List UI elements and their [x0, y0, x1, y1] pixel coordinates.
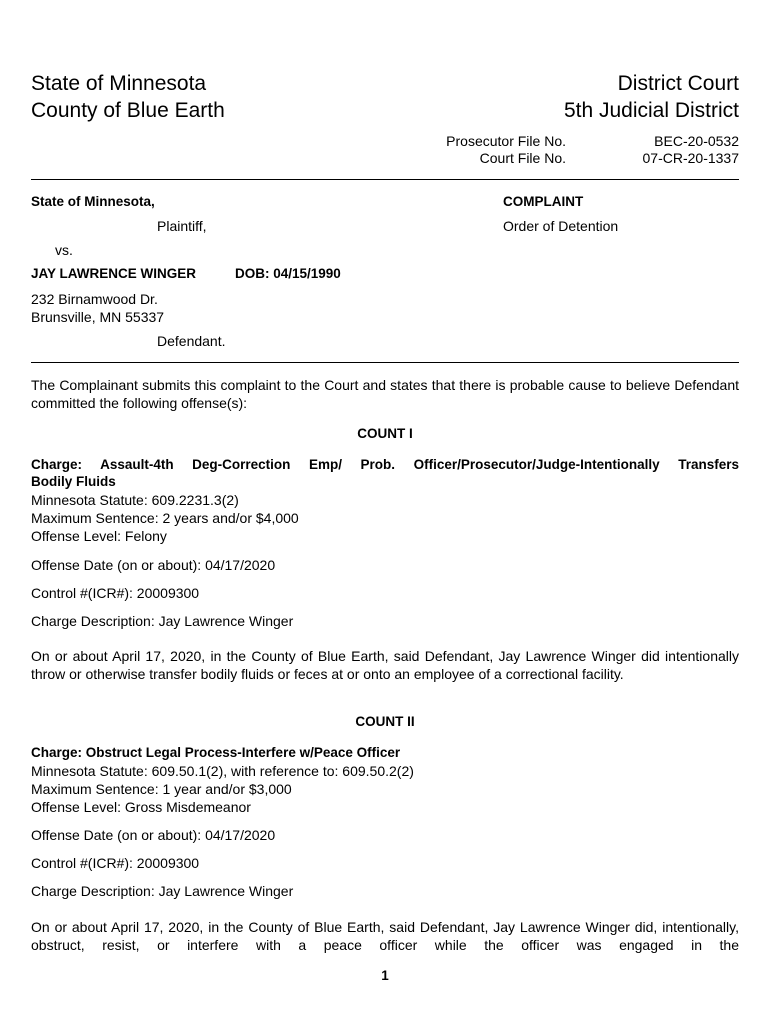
prosecutor-file-label: Prosecutor File No.	[446, 133, 566, 149]
header-divider	[31, 179, 739, 180]
count-1-offense-date: Offense Date (on or about): 04/17/2020	[31, 557, 276, 573]
count-2-description: Charge Description: Jay Lawrence Winger	[31, 883, 294, 899]
count-1-heading: COUNT I	[357, 426, 413, 441]
intro-paragraph: The Complainant submits this complaint to the Court and states that there is probable cause to believe Defendant committed the following offense(s):	[31, 377, 739, 411]
page-number: 1	[381, 968, 389, 983]
plaintiff-role: Plaintiff,	[157, 218, 207, 234]
plaintiff-name: State of Minnesota,	[31, 194, 155, 209]
county-heading: County of Blue Earth	[31, 99, 225, 122]
defendant-role: Defendant.	[157, 333, 226, 349]
count-1-description: Charge Description: Jay Lawrence Winger	[31, 613, 294, 629]
count-2-statute: Minnesota Statute: 609.50.1(2), with reference to: 609.50.2(2)	[31, 763, 414, 779]
count-2-narrative: On or about April 17, 2020, in the County of Blue Earth, said Defendant, Jay Lawrence Winger did, intentionally, obstruct, resist, or interfere with a peace officer while the officer was engaged in the	[31, 919, 739, 953]
document-page	[31, 0, 739, 1024]
defendant-name: JAY LAWRENCE WINGER	[31, 266, 197, 281]
district-heading: 5th Judicial District	[563, 99, 739, 122]
count-2-max-sentence: Maximum Sentence: 1 year and/or $3,000	[31, 781, 292, 797]
caption-divider	[31, 362, 739, 363]
count-1-charge-line2: Bodily Fluids	[31, 474, 116, 489]
defendant-address-line1: 232 Birnamwood Dr.	[31, 291, 158, 307]
court-heading: District Court	[617, 72, 739, 95]
court-file-label: Court File No.	[479, 150, 566, 166]
court-file-value: 07-CR-20-1337	[642, 150, 739, 166]
count-1-statute: Minnesota Statute: 609.2231.3(2)	[31, 492, 239, 508]
defendant-address-line2: Brunsville, MN 55337	[31, 309, 165, 325]
document-type: COMPLAINT	[503, 194, 584, 209]
count-1-control-number: Control #(ICR#): 20009300	[31, 585, 200, 601]
versus-label: vs.	[55, 242, 73, 258]
count-2-charge-line1: Charge: Obstruct Legal Process-Interfere w/Peace Officer	[31, 745, 401, 760]
count-1-offense-level: Offense Level: Felony	[31, 528, 167, 544]
count-2-offense-date: Offense Date (on or about): 04/17/2020	[31, 827, 276, 843]
prosecutor-file-value: BEC-20-0532	[654, 133, 739, 149]
document-subtype: Order of Detention	[503, 218, 619, 234]
count-1-charge-line1: Charge: Assault-4th Deg-Correction Emp/ Prob. Officer/Prosecutor/Judge-Intentionally Transfers	[31, 457, 739, 472]
state-heading: State of Minnesota	[31, 72, 207, 95]
count-2-control-number: Control #(ICR#): 20009300	[31, 855, 200, 871]
count-1-narrative: On or about April 17, 2020, in the County of Blue Earth, said Defendant, Jay Lawrence Winger did intentionally throw or otherwise transfer bodily fluids or feces at or onto an employee of a correctional facility.	[31, 648, 739, 682]
defendant-dob: DOB: 04/15/1990	[235, 266, 341, 281]
count-1-max-sentence: Maximum Sentence: 2 years and/or $4,000	[31, 510, 299, 526]
count-2-heading: COUNT II	[355, 714, 415, 729]
count-2-offense-level: Offense Level: Gross Misdemeanor	[31, 799, 251, 815]
